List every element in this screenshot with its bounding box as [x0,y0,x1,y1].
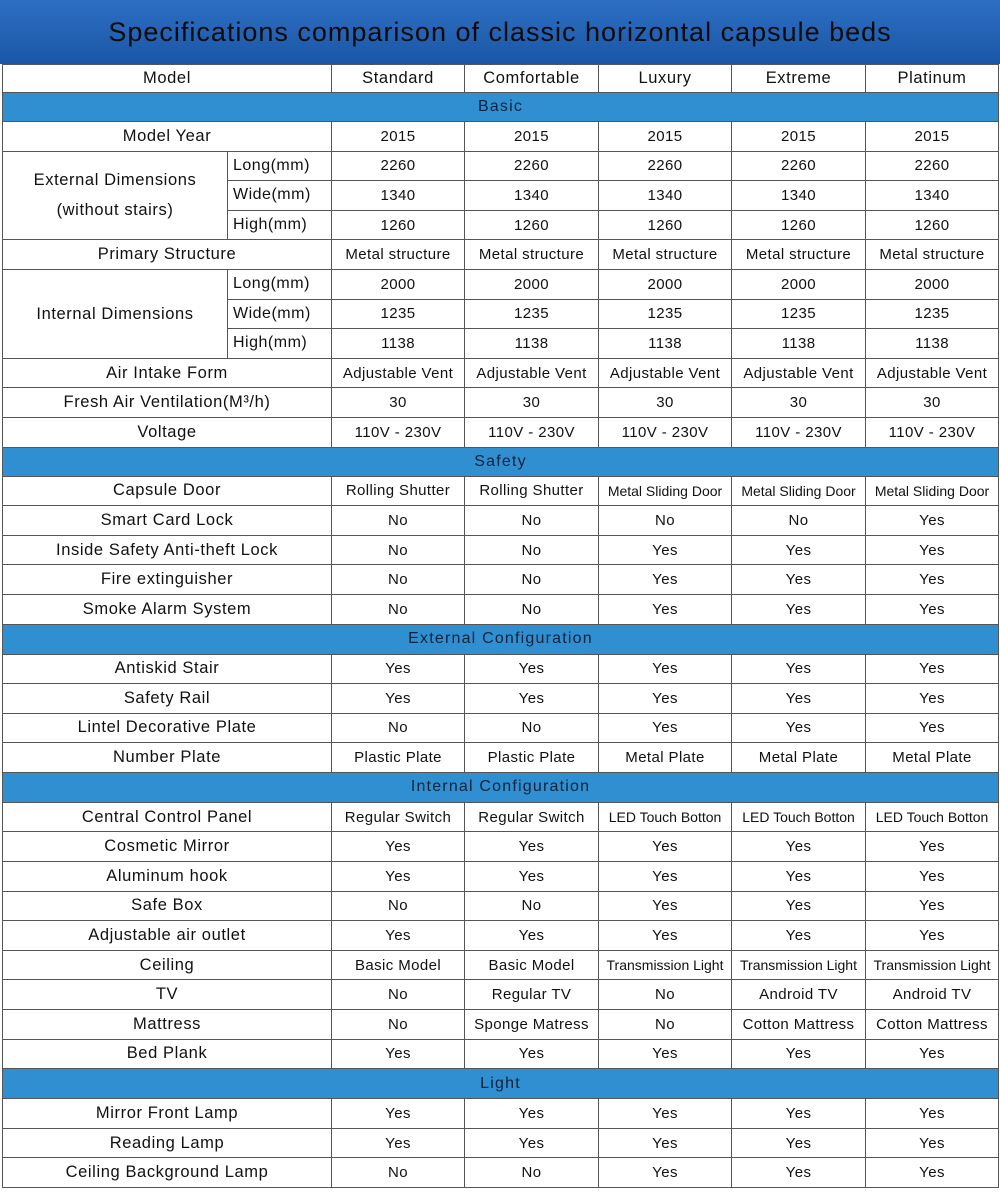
value-cell: 2000 [465,269,599,299]
value-cell: 110V - 230V [732,417,866,447]
value-cell: No [465,565,599,595]
row-label: Number Plate [3,743,332,773]
value-cell: Yes [465,684,599,714]
value-cell: LED Touch Botton [599,802,732,832]
row-label: Antiskid Stair [3,654,332,684]
value-cell: Metal Sliding Door [866,476,999,506]
table-row [3,1099,999,1129]
value-cell: No [599,980,732,1010]
value-cell: 1235 [599,299,732,329]
value-cell: No [332,535,465,565]
value-cell: 2000 [732,269,866,299]
value-cell: Yes [599,1099,732,1129]
value-cell: Yes [599,832,732,862]
value-cell: Yes [866,565,999,595]
value-cell: 1260 [465,210,599,240]
table-row [3,654,999,684]
value-cell: Metal structure [866,240,999,270]
value-cell: No [332,980,465,1010]
value-cell: Adjustable Vent [866,358,999,388]
value-cell: 1340 [732,181,866,211]
value-cell: Yes [732,832,866,862]
value-cell: 1260 [599,210,732,240]
section-title: External Configuration [3,624,999,654]
value-cell: Yes [732,565,866,595]
value-cell: Yes [866,535,999,565]
value-cell: Yes [599,1158,732,1188]
value-cell: Regular Switch [465,802,599,832]
section-title: Light [3,1069,999,1099]
value-cell: 30 [732,388,866,418]
value-cell: Cotton Mattress [732,1010,866,1040]
value-cell: Yes [599,1039,732,1069]
value-cell: Metal Plate [866,743,999,773]
row-sublabel: Long(mm) [228,151,332,181]
table-row [3,1158,999,1188]
value-cell: No [465,713,599,743]
table-row [3,891,999,921]
row-label: Safety Rail [3,684,332,714]
value-cell: Android TV [732,980,866,1010]
value-cell: 1138 [465,329,599,359]
row-label: Central Control Panel [3,802,332,832]
table-row [3,1039,999,1069]
value-cell: Metal Sliding Door [599,476,732,506]
value-cell: Yes [599,565,732,595]
value-cell: Metal structure [332,240,465,270]
value-cell: Yes [732,1158,866,1188]
value-cell: Yes [732,1099,866,1129]
row-label: Voltage [3,417,332,447]
value-cell: Yes [599,684,732,714]
value-cell: 110V - 230V [332,417,465,447]
value-cell: Yes [732,891,866,921]
table-row [3,980,999,1010]
value-cell: Basic Model [332,950,465,980]
value-cell: Yes [866,1128,999,1158]
value-cell: Regular TV [465,980,599,1010]
value-cell: Adjustable Vent [332,358,465,388]
value-cell: Regular Switch [332,802,465,832]
value-cell: 2260 [332,151,465,181]
value-cell: No [332,1010,465,1040]
row-label: Aluminum hook [3,862,332,892]
model-header-comfortable: Comfortable [465,65,599,93]
value-cell: Yes [732,654,866,684]
value-cell: No [465,891,599,921]
table-row [3,743,999,773]
value-cell: Yes [866,506,999,536]
value-cell: Metal structure [732,240,866,270]
row-label: Air Intake Form [3,358,332,388]
value-cell: No [332,713,465,743]
table-row [3,565,999,595]
value-cell: 1340 [866,181,999,211]
value-cell: 1235 [465,299,599,329]
value-cell: No [332,594,465,624]
value-cell: Yes [866,713,999,743]
value-cell: 1340 [332,181,465,211]
value-cell: Yes [465,1128,599,1158]
value-cell: Yes [732,594,866,624]
row-label: Lintel Decorative Plate [3,713,332,743]
section-header [3,447,999,476]
value-cell: Metal Sliding Door [732,476,866,506]
section-title: Safety [3,447,999,476]
value-cell: Yes [866,1099,999,1129]
value-cell: Adjustable Vent [465,358,599,388]
value-cell: Yes [866,654,999,684]
table-body [3,65,999,1188]
value-cell: Yes [866,862,999,892]
value-cell: Yes [732,713,866,743]
value-cell: 2015 [866,122,999,152]
section-header [3,772,999,802]
value-cell: Basic Model [465,950,599,980]
row-group-label-line: (without stairs) [56,201,174,220]
spec-comparison-table [2,64,999,1188]
value-cell: No [332,891,465,921]
table-row [3,713,999,743]
value-cell: Yes [332,1128,465,1158]
value-cell: Yes [866,1039,999,1069]
value-cell: Yes [866,832,999,862]
row-label: Mirror Front Lamp [3,1099,332,1129]
row-label: Ceiling [3,950,332,980]
table-row [3,832,999,862]
value-cell: Metal Plate [599,743,732,773]
value-cell: Yes [599,713,732,743]
value-cell: 2000 [332,269,465,299]
value-cell: Yes [465,654,599,684]
value-cell: Yes [332,921,465,951]
section-header [3,1069,999,1099]
row-sublabel: High(mm) [228,210,332,240]
value-cell: Yes [866,891,999,921]
table-row [3,684,999,714]
row-label: Smoke Alarm System [3,594,332,624]
value-cell: Sponge Matress [465,1010,599,1040]
row-label: Primary Structure [3,240,332,270]
value-cell: Yes [599,891,732,921]
value-cell: Metal Plate [732,743,866,773]
row-label: Mattress [3,1010,332,1040]
row-label: Model Year [3,122,332,152]
value-cell: Yes [465,832,599,862]
value-cell: Transmission Light [866,950,999,980]
value-cell: Rolling Shutter [465,476,599,506]
row-label: Fire extinguisher [3,565,332,595]
section-title: Basic [3,93,999,122]
value-cell: 2260 [465,151,599,181]
row-sublabel: High(mm) [228,329,332,359]
row-label: Adjustable air outlet [3,921,332,951]
value-cell: 110V - 230V [866,417,999,447]
row-label: Cosmetic Mirror [3,832,332,862]
value-cell: Yes [732,1128,866,1158]
value-cell: Yes [332,1099,465,1129]
table-row [3,388,999,418]
value-cell: Yes [599,921,732,951]
value-cell: 30 [465,388,599,418]
value-cell: 2015 [332,122,465,152]
value-cell: No [332,1158,465,1188]
value-cell: LED Touch Botton [732,802,866,832]
model-header-standard: Standard [332,65,465,93]
row-label: Fresh Air Ventilation(M³/h) [3,388,332,418]
section-header [3,93,999,122]
row-label: Ceiling Background Lamp [3,1158,332,1188]
model-header-extreme: Extreme [732,65,866,93]
table-row [3,1010,999,1040]
value-cell: Yes [465,1099,599,1129]
value-cell: 110V - 230V [599,417,732,447]
value-cell: No [465,1158,599,1188]
row-label: Reading Lamp [3,1128,332,1158]
value-cell: Yes [332,654,465,684]
row-sublabel: Long(mm) [228,269,332,299]
value-cell: 1138 [332,329,465,359]
value-cell: Yes [732,535,866,565]
row-label: Inside Safety Anti-theft Lock [3,535,332,565]
value-cell: Yes [866,921,999,951]
value-cell: Yes [599,594,732,624]
value-cell: 1260 [866,210,999,240]
model-header-luxury: Luxury [599,65,732,93]
value-cell: Yes [465,862,599,892]
value-cell: No [465,594,599,624]
section-title: Internal Configuration [3,772,999,802]
value-cell: Metal structure [465,240,599,270]
value-cell: 30 [599,388,732,418]
value-cell: Yes [599,535,732,565]
table-row [3,802,999,832]
table-row [3,506,999,536]
section-header [3,624,999,654]
model-header-platinum: Platinum [866,65,999,93]
table-row [3,1128,999,1158]
row-group-label [3,151,228,240]
value-cell: Yes [465,921,599,951]
value-cell: No [465,535,599,565]
value-cell: Yes [866,1158,999,1188]
value-cell: No [332,565,465,595]
value-cell: 2000 [866,269,999,299]
row-label: Capsule Door [3,476,332,506]
table-row [3,240,999,270]
value-cell: Android TV [866,980,999,1010]
value-cell: Yes [332,684,465,714]
value-cell: No [732,506,866,536]
value-cell: 30 [332,388,465,418]
value-cell: 2260 [732,151,866,181]
table-row [3,594,999,624]
row-group-label-line: External Dimensions [33,171,197,190]
value-cell: Yes [332,1039,465,1069]
value-cell: Yes [732,862,866,892]
value-cell: 30 [866,388,999,418]
value-cell: Metal structure [599,240,732,270]
value-cell: 1260 [732,210,866,240]
value-cell: Transmission Light [599,950,732,980]
value-cell: Yes [332,862,465,892]
value-cell: 2015 [465,122,599,152]
table-row [3,269,999,299]
value-cell: No [599,506,732,536]
value-cell: Transmission Light [732,950,866,980]
value-cell: Adjustable Vent [599,358,732,388]
table-row [3,417,999,447]
value-cell: No [599,1010,732,1040]
value-cell: 2260 [599,151,732,181]
row-label: Bed Plank [3,1039,332,1069]
value-cell: 1138 [599,329,732,359]
value-cell: 110V - 230V [465,417,599,447]
value-cell: 2015 [732,122,866,152]
table-row [3,862,999,892]
table-row [3,950,999,980]
page-title: Specifications comparison of classic horizontal capsule beds [0,0,1000,64]
value-cell: Yes [866,594,999,624]
value-cell: Plastic Plate [332,743,465,773]
value-cell: Yes [599,1128,732,1158]
table-row [3,535,999,565]
value-cell: No [332,506,465,536]
value-cell: 2260 [866,151,999,181]
value-cell: 1340 [599,181,732,211]
row-label: TV [3,980,332,1010]
value-cell: 1235 [332,299,465,329]
table-row [3,151,999,181]
value-cell: Yes [732,684,866,714]
table-row [3,476,999,506]
value-cell: 2015 [599,122,732,152]
value-cell: LED Touch Botton [866,802,999,832]
value-cell: Plastic Plate [465,743,599,773]
value-cell: 1340 [465,181,599,211]
value-cell: 1235 [732,299,866,329]
row-sublabel: Wide(mm) [228,299,332,329]
value-cell: No [465,506,599,536]
value-cell: Adjustable Vent [732,358,866,388]
model-column-header: Model [3,65,332,93]
row-label: Safe Box [3,891,332,921]
value-cell: 1235 [866,299,999,329]
value-cell: Yes [599,654,732,684]
header-row [3,65,999,93]
value-cell: Yes [732,921,866,951]
table-row [3,358,999,388]
value-cell: 1138 [732,329,866,359]
value-cell: 2000 [599,269,732,299]
table-row [3,122,999,152]
value-cell: Yes [866,684,999,714]
value-cell: 1260 [332,210,465,240]
value-cell: Yes [332,832,465,862]
value-cell: Yes [599,862,732,892]
value-cell: Yes [732,1039,866,1069]
value-cell: Yes [465,1039,599,1069]
row-label: Smart Card Lock [3,506,332,536]
row-group-label-line: Internal Dimensions [36,304,194,323]
value-cell: 1138 [866,329,999,359]
row-sublabel: Wide(mm) [228,181,332,211]
value-cell: Cotton Mattress [866,1010,999,1040]
row-group-label [3,269,228,358]
table-row [3,921,999,951]
value-cell: Rolling Shutter [332,476,465,506]
